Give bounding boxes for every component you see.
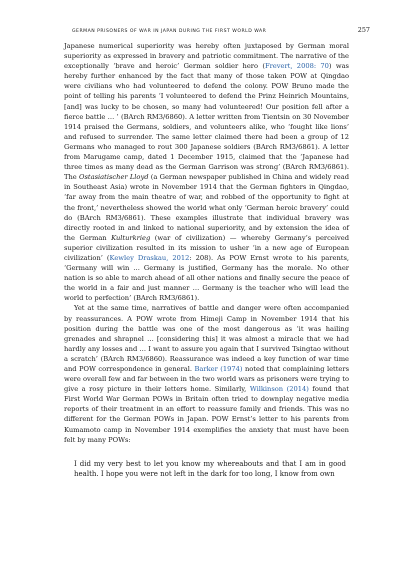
text-run: ) was hereby further enhanced by the fact that many of those taken POW at Qingdao were civilians who had volunteered to defend the colony. POW Bruno made the point of telling his parents ‘I volunteered to defend the Prinz Heinrich Mountains, [and] was lucky to be chosen, so many had volunteered! Our position fell after a fierce battle … ’ (BArch RM3/6860). A letter written from Tientsin on 30 November 1914 praised the Germans, soldiers, and volunteers alike, who ‘fought like lions’ and refused to surrender. The same letter claimed there had been a group of 12 Germans who managed to rout 300 Japanese soldiers (BArch RM3/6861). A letter from Marugame camp, dated 1 December 1915, claimed that the ‘Japanese had three times as many dead as the German Garrison was strong’ (BArch RM3/6861). The — [64, 62, 349, 182]
citation-link[interactable]: Barker (1974) — [194, 365, 243, 373]
paragraph-2 — [64, 303, 349, 444]
text-run: noted that complaining letters were overall few and far between in the two world wars as prisoners were trying to give a rosy picture in their letters home. Similarly, — [64, 365, 350, 394]
text-run: (a German newspaper published in China and widely read in Southeast Asia) wrote in November 1914 that the German fighters in Qingdao, ‘far away from the main theatre of war, and robbed of the opportunity to fight at the front,’ nevertheless showed the world what only ‘German heroic bravery’ could do (BArch RM3/6861). These examples illustrate that individual bravery was directly rooted in and linked to national superiority, and by extension the idea of the German — [64, 173, 350, 242]
italic-term: Kulturkrieg — [111, 233, 151, 242]
text-run: found that First World War German POWs in Britain often tried to downplay negative media reports of their treatment in an effort to reassure family and friends. This was no different for the German POWs in Japan. POW Ernst’s letter to his parents from Kumamoto camp in November 1914 exemplifies the anxiety that must have been felt by many POWs: — [64, 385, 349, 444]
text-run: (war of civilization) — whereby Germany’s perceived superior civilization resulted in its mission to usher ‘in a new age of European civilization’ ( — [64, 233, 349, 262]
body-text — [64, 41, 349, 479]
citation-link[interactable]: Frevert, 2008: 70 — [264, 62, 329, 71]
text-run: : 208). As POW Ernst wrote to his parents, ‘Germany will win … Germany is justified, Germany has the morale. No other nation is so able to march ahead of all other nations and finally secure the peace of the world in a fair and just manner … Germany is the teacher who will lead the world to perfection’ (BArch RM3/6861). — [64, 253, 350, 303]
text-run: Japanese numerical superiority was hereby often juxtaposed by German moral superiority as expressed in bravery and patriotic commitment. The narrative of the exceptionally ‘brave and heroic’ German soldier hero ( — [64, 42, 349, 71]
running-header — [72, 26, 370, 34]
paragraph-1 — [64, 41, 349, 303]
block-quote: I did my very best to let you know my whereabouts and that I am in good health. I hope you were not left in the dark for too long, I know from own — [74, 459, 346, 479]
page-number: 257 — [357, 26, 370, 34]
running-head-title: GERMAN PRISONERS OF WAR IN JAPAN DURING THE FIRST WORLD WAR — [72, 29, 267, 34]
citation-link[interactable]: Kewley Draskau, 2012 — [109, 253, 190, 262]
citation-link[interactable]: Wilkinson (2014) — [249, 385, 309, 394]
italic-title: Ostasiatischer Lloyd — [78, 173, 149, 182]
text-run: Yet at the same time, narratives of battle and danger were often accompanied by reassurances. A POW wrote from Himeji Camp in November 1914 that his position during the battle was one of the most dangerous as ‘it was hailing grenades and shrapnel … [considering this] it was almost a miracle that we had hardly any losses and … I want to assure you again that I survived Tsingtao without a scratch’ (BArch RM3/6860). Reassurance was indeed a key function of war time and POW correspondence in general. — [64, 304, 349, 373]
